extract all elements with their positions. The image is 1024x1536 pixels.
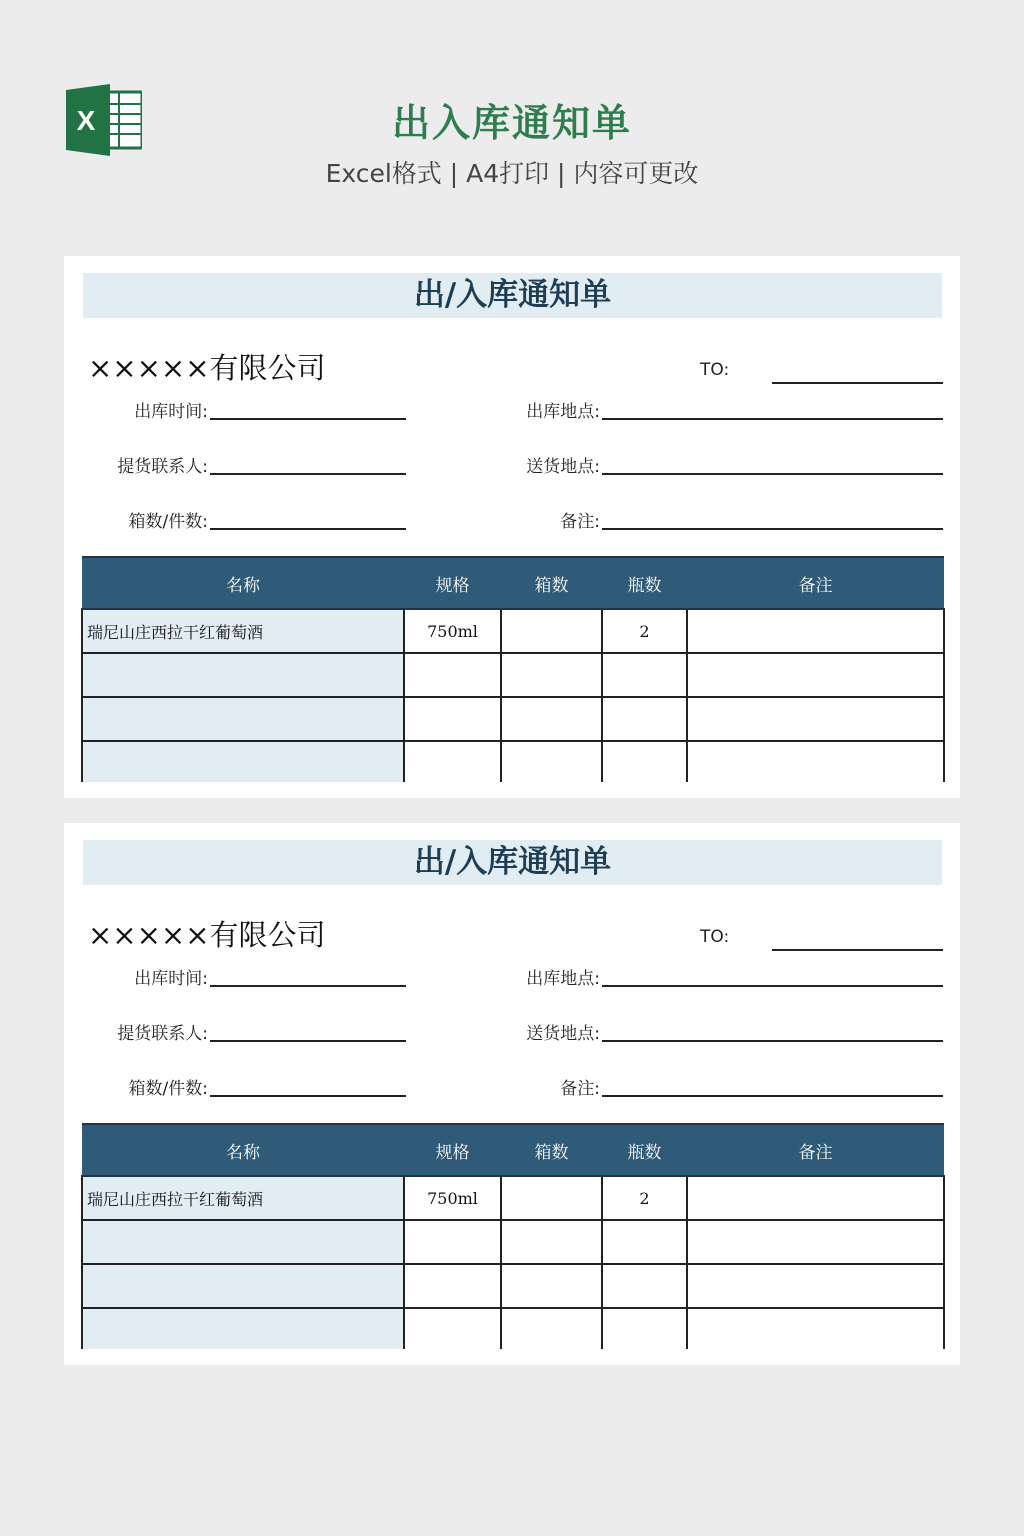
cell-spec[interactable] xyxy=(404,653,501,697)
cell-spec[interactable] xyxy=(404,1220,501,1264)
cell-boxes[interactable] xyxy=(501,1220,602,1264)
cell-bottles[interactable] xyxy=(602,697,687,741)
out-time-field[interactable] xyxy=(210,418,406,420)
items-table xyxy=(81,1123,945,1349)
cell-bottles[interactable] xyxy=(602,741,687,782)
remark-field[interactable] xyxy=(602,1095,943,1097)
deliver-place-label: 送货地点: xyxy=(526,457,600,477)
cell-bottles[interactable]: 2 xyxy=(602,609,687,653)
cell-spec[interactable]: 750ml xyxy=(404,609,501,653)
cell-bottles[interactable] xyxy=(602,1308,687,1349)
col-header-spec: 规格 xyxy=(404,557,501,609)
sheet-title: 出/入库通知单 xyxy=(83,273,942,318)
cell-name[interactable] xyxy=(82,741,404,782)
table-row xyxy=(82,1176,944,1220)
col-header-remark: 备注 xyxy=(687,557,944,609)
contact-label: 提货联系人: xyxy=(117,457,208,477)
company-name: ×××××有限公司 xyxy=(88,351,326,385)
cell-boxes[interactable] xyxy=(501,609,602,653)
table-row xyxy=(82,1308,944,1349)
col-header-bottles: 瓶数 xyxy=(602,557,687,609)
out-time-label: 出库时间: xyxy=(134,969,208,989)
cell-spec[interactable] xyxy=(404,1264,501,1308)
to-label: TO: xyxy=(700,927,730,947)
boxes-label: 箱数/件数: xyxy=(128,512,208,532)
out-place-field[interactable] xyxy=(602,418,943,420)
table-row xyxy=(82,1264,944,1308)
boxes-label: 箱数/件数: xyxy=(128,1079,208,1099)
col-header-boxes: 箱数 xyxy=(501,1124,602,1176)
cell-name[interactable] xyxy=(82,1264,404,1308)
deliver-place-field[interactable] xyxy=(602,1040,943,1042)
cell-bottles[interactable] xyxy=(602,1220,687,1264)
cell-boxes[interactable] xyxy=(501,741,602,782)
page-subtitle: Excel格式 | A4打印 | 内容可更改 xyxy=(325,159,699,188)
cell-remark[interactable] xyxy=(687,653,944,697)
excel-logo-letter: X xyxy=(76,105,96,136)
cell-spec[interactable] xyxy=(404,697,501,741)
deliver-place-label: 送货地点: xyxy=(526,1024,600,1044)
table-header-row xyxy=(82,1124,944,1176)
cell-boxes[interactable] xyxy=(501,1308,602,1349)
deliver-place-field[interactable] xyxy=(602,473,943,475)
cell-name[interactable] xyxy=(82,1220,404,1264)
cell-remark[interactable] xyxy=(687,697,944,741)
remark-label: 备注: xyxy=(560,1079,600,1099)
to-field[interactable] xyxy=(772,949,943,951)
cell-bottles[interactable]: 2 xyxy=(602,1176,687,1220)
out-place-field[interactable] xyxy=(602,985,943,987)
cell-name[interactable] xyxy=(82,697,404,741)
col-header-remark: 备注 xyxy=(687,1124,944,1176)
col-header-boxes: 箱数 xyxy=(501,557,602,609)
contact-label: 提货联系人: xyxy=(117,1024,208,1044)
table-row xyxy=(82,609,944,653)
to-label: TO: xyxy=(700,360,730,380)
boxes-field[interactable] xyxy=(210,1095,406,1097)
col-header-name: 名称 xyxy=(82,557,404,609)
table-row xyxy=(82,741,944,782)
cell-boxes[interactable] xyxy=(501,653,602,697)
notice-sheet xyxy=(64,823,960,1365)
col-header-bottles: 瓶数 xyxy=(602,1124,687,1176)
cell-spec[interactable] xyxy=(404,1308,501,1349)
cell-remark[interactable] xyxy=(687,1176,944,1220)
out-place-label: 出库地点: xyxy=(526,402,600,422)
out-place-label: 出库地点: xyxy=(526,969,600,989)
sheet-title: 出/入库通知单 xyxy=(83,840,942,885)
cell-name[interactable]: 瑞尼山庄西拉干红葡萄酒 xyxy=(82,609,404,653)
notice-sheet xyxy=(64,256,960,798)
page-title: 出入库通知单 xyxy=(391,101,632,145)
out-time-label: 出库时间: xyxy=(134,402,208,422)
cell-remark[interactable] xyxy=(687,1264,944,1308)
cell-boxes[interactable] xyxy=(501,697,602,741)
items-table xyxy=(81,556,945,782)
cell-spec[interactable] xyxy=(404,741,501,782)
col-header-name: 名称 xyxy=(82,1124,404,1176)
cell-bottles[interactable] xyxy=(602,653,687,697)
company-name: ×××××有限公司 xyxy=(88,918,326,952)
cell-boxes[interactable] xyxy=(501,1176,602,1220)
cell-name[interactable] xyxy=(82,653,404,697)
col-header-spec: 规格 xyxy=(404,1124,501,1176)
boxes-field[interactable] xyxy=(210,528,406,530)
cell-name[interactable]: 瑞尼山庄西拉干红葡萄酒 xyxy=(82,1176,404,1220)
table-row xyxy=(82,1220,944,1264)
table-row xyxy=(82,697,944,741)
remark-field[interactable] xyxy=(602,528,943,530)
remark-label: 备注: xyxy=(560,512,600,532)
cell-remark[interactable] xyxy=(687,609,944,653)
contact-field[interactable] xyxy=(210,473,406,475)
table-header-row xyxy=(82,557,944,609)
table-row xyxy=(82,653,944,697)
cell-spec[interactable]: 750ml xyxy=(404,1176,501,1220)
to-field[interactable] xyxy=(772,382,943,384)
cell-bottles[interactable] xyxy=(602,1264,687,1308)
cell-boxes[interactable] xyxy=(501,1264,602,1308)
contact-field[interactable] xyxy=(210,1040,406,1042)
cell-remark[interactable] xyxy=(687,1308,944,1349)
cell-remark[interactable] xyxy=(687,1220,944,1264)
cell-name[interactable] xyxy=(82,1308,404,1349)
out-time-field[interactable] xyxy=(210,985,406,987)
cell-remark[interactable] xyxy=(687,741,944,782)
